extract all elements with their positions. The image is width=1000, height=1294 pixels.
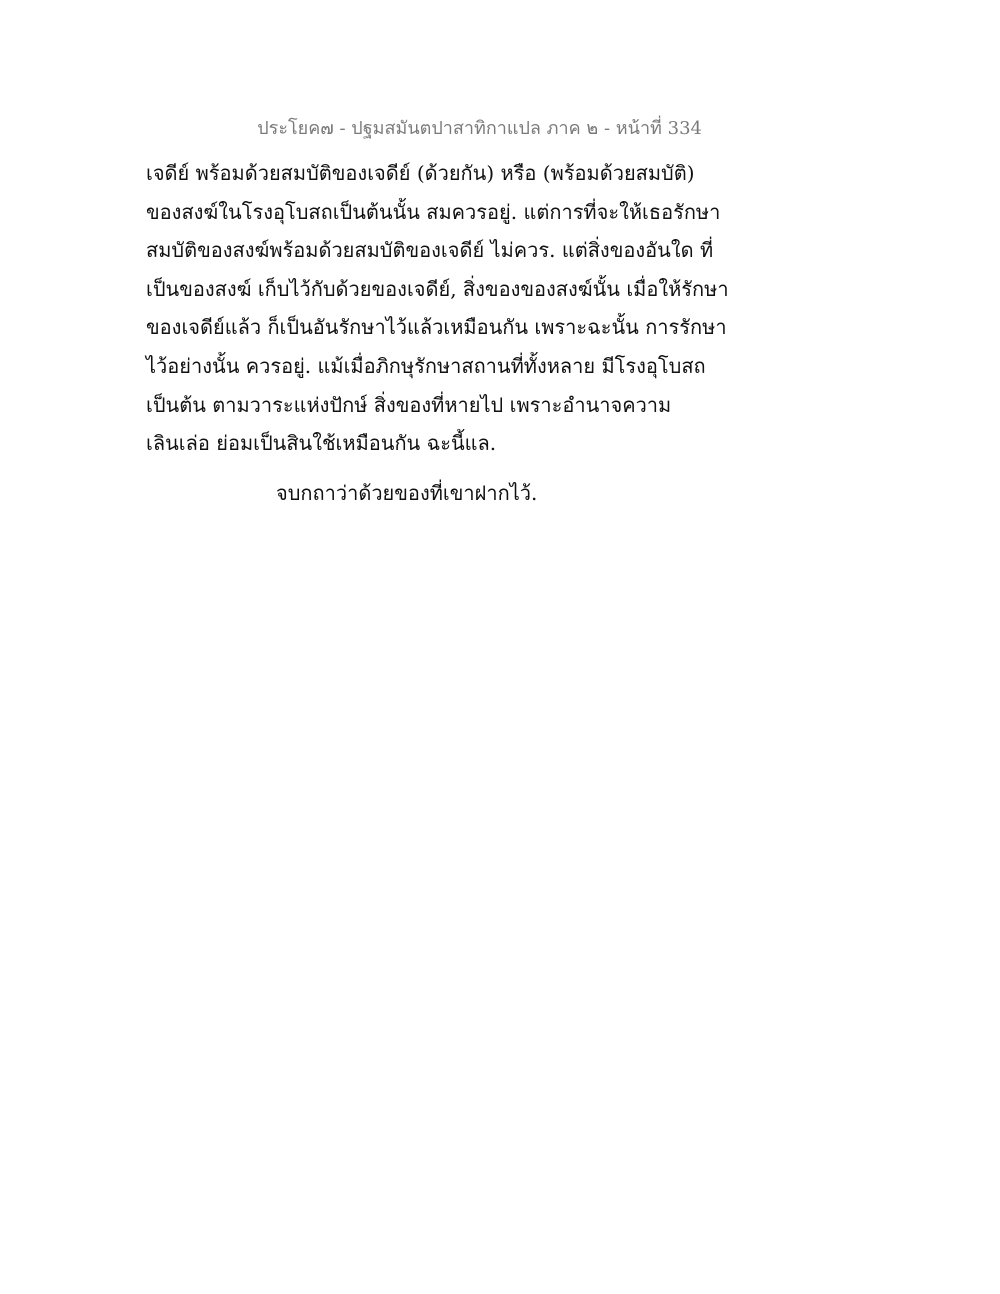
running-head: ประโยค๗ - ปฐมสมันตปาสาทิกาแปล ภาค ๒ - หน้าที่ 334 [257, 118, 702, 139]
body-line-5: ของเจดีย์แล้ว ก็เป็นอันรักษาไว้แล้วเหมือนกัน เพราะฉะนั้น การรักษา [146, 315, 727, 340]
body-line-6: ไว้อย่างนั้น ควรอยู่. แม้เมื่อภิกษุรักษาสถานที่ทั้งหลาย มีโรงอุโบสถ [146, 353, 706, 378]
body-line-2: ของสงฆ์ในโรงอุโบสถเป็นต้นนั้น สมควรอยู่. แต่การที่จะให้เธอรักษา [146, 199, 721, 224]
body-line-1: เจดีย์ พร้อมด้วยสมบัติของเจดีย์ (ด้วยกัน) หรือ (พร้อมด้วยสมบัติ) [146, 161, 695, 185]
body-line-8: เลินเล่อ ย่อมเป็นสินใช้เหมือนกัน ฉะนี้แล. [146, 431, 497, 456]
body-line-3: สมบัติของสงฆ์พร้อมด้วยสมบัติของเจดีย์ ไม่ควร. แต่สิ่งของอันใด ที่ [146, 238, 714, 263]
section-closing: จบกถาว่าด้วยของที่เขาฝากไว้. [276, 481, 538, 505]
body-line-4: เป็นของสงฆ์ เก็บไว้กับด้วยของเจดีย์, สิ่งของของสงฆ์นั้น เมื่อให้รักษา [146, 276, 729, 301]
body-line-7: เป็นต้น ตามวาระแห่งปักษ์ สิ่งของที่หายไป เพราะอำนาจความ [146, 392, 672, 417]
body-paragraph [146, 154, 729, 463]
